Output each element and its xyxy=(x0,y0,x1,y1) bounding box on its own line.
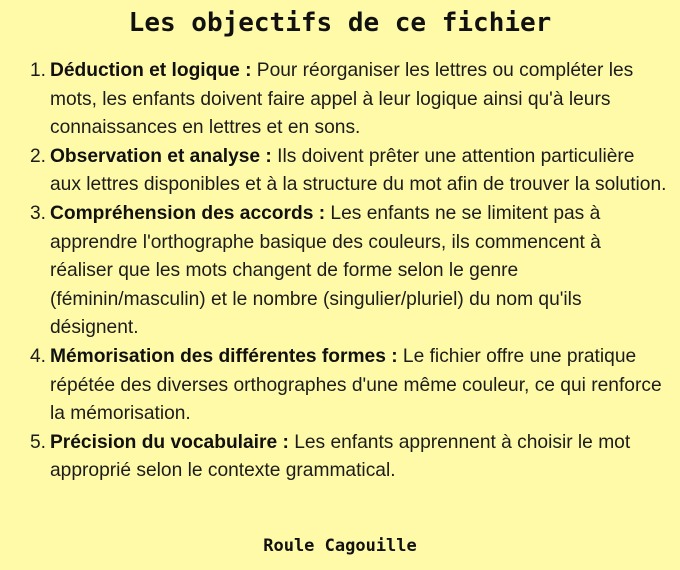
list-item-precision xyxy=(20,429,668,486)
item-heading: Mémorisation des différentes formes : xyxy=(50,345,403,367)
list-item-observation xyxy=(20,143,668,200)
item-text: Les enfants ne se limitent pas à apprendre l'orthographe basique des couleurs, ils commencent à réaliser que les mots changent de forme selon le genre (féminin/masculin) et le nombre (singulier/pluriel) du nom qu'ils désignent. xyxy=(50,202,601,339)
list-number: 5. xyxy=(30,431,47,453)
list-item-deduction xyxy=(20,57,668,143)
list-number: 2. xyxy=(30,145,47,167)
list-number: 1. xyxy=(30,60,47,81)
item-heading: Compréhension des accords : xyxy=(50,202,331,224)
item-text: Le fichier offre une pratique répétée des diverses orthographes d'une même couleur, ce qui renforce la mémorisation. xyxy=(50,345,662,425)
page-title: Les objectifs de ce fichier xyxy=(128,8,552,38)
list-item-comprehension xyxy=(20,200,668,343)
item-text: Les enfants apprennent à choisir le mot approprié selon le contexte grammatical. xyxy=(50,431,631,482)
item-heading: Précision du vocabulaire : xyxy=(50,431,295,453)
objectives-list xyxy=(20,57,668,486)
list-number: 4. xyxy=(30,345,47,367)
item-text: Pour réorganiser les lettres ou compléter les mots, les enfants doivent faire appel à leur logique ainsi qu'à leurs connaissances en lettres et en sons. xyxy=(50,60,634,139)
list-number: 3. xyxy=(30,202,47,224)
footer-brand: Roule Cagouille xyxy=(263,536,417,556)
item-text: Ils doivent prêter une attention particulière aux lettres disponibles et à la structure du mot afin de trouver la solution. xyxy=(50,145,667,196)
item-heading: Déduction et logique : xyxy=(50,60,257,81)
item-heading: Observation et analyse : xyxy=(50,145,278,167)
list-item-memorisation xyxy=(20,343,668,429)
